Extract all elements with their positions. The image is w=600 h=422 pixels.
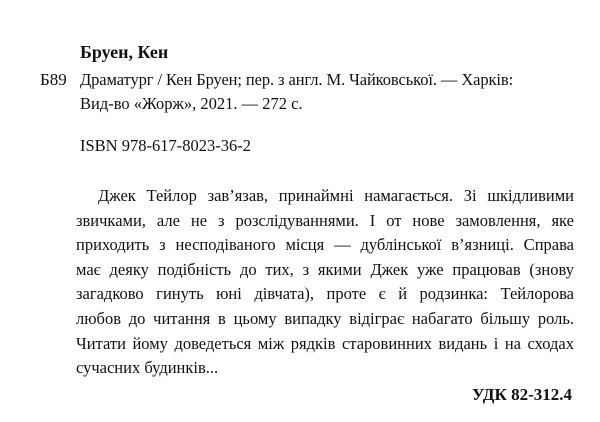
abstract-line: має деяку подібність до тих, з якими Джек уже працював (знову	[76, 259, 574, 279]
abstract-line: приходить з несподіваного місця — дублінської в’язниці. Справа	[76, 235, 574, 255]
abstract	[76, 184, 574, 381]
class-code: Б89	[40, 70, 67, 89]
abstract-line: Джек Тейлор зав’язав, принаймні намагається. Зі шкідливими	[98, 186, 574, 205]
abstract-line: Читати йому доведеться між рядків старовинних видань і на сходах	[76, 333, 574, 353]
abstract-line: сучасних будинків...	[76, 358, 219, 378]
isbn: ISBN 978-617-8023-36-2	[80, 136, 251, 155]
udk-code: УДК 82-312.4	[472, 385, 572, 404]
author-heading: Бруен, Кен	[80, 42, 169, 62]
citation-line-2: Вид-во «Жорж», 2021. — 272 с.	[80, 94, 303, 113]
abstract-line: звичками, але не з розслідуваннями. І от нове замовлення, яке	[76, 210, 574, 230]
abstract-line: загадково гинуть юні дівчата), проте є й родзинка: Тейлорова	[76, 284, 574, 304]
abstract-line: любов до читання в цьому випадку відіграє набагато більшу роль.	[76, 308, 574, 328]
citation-line-1: Драматург / Кен Бруен; пер. з англ. М. Чайковської. — Харків:	[80, 70, 514, 89]
